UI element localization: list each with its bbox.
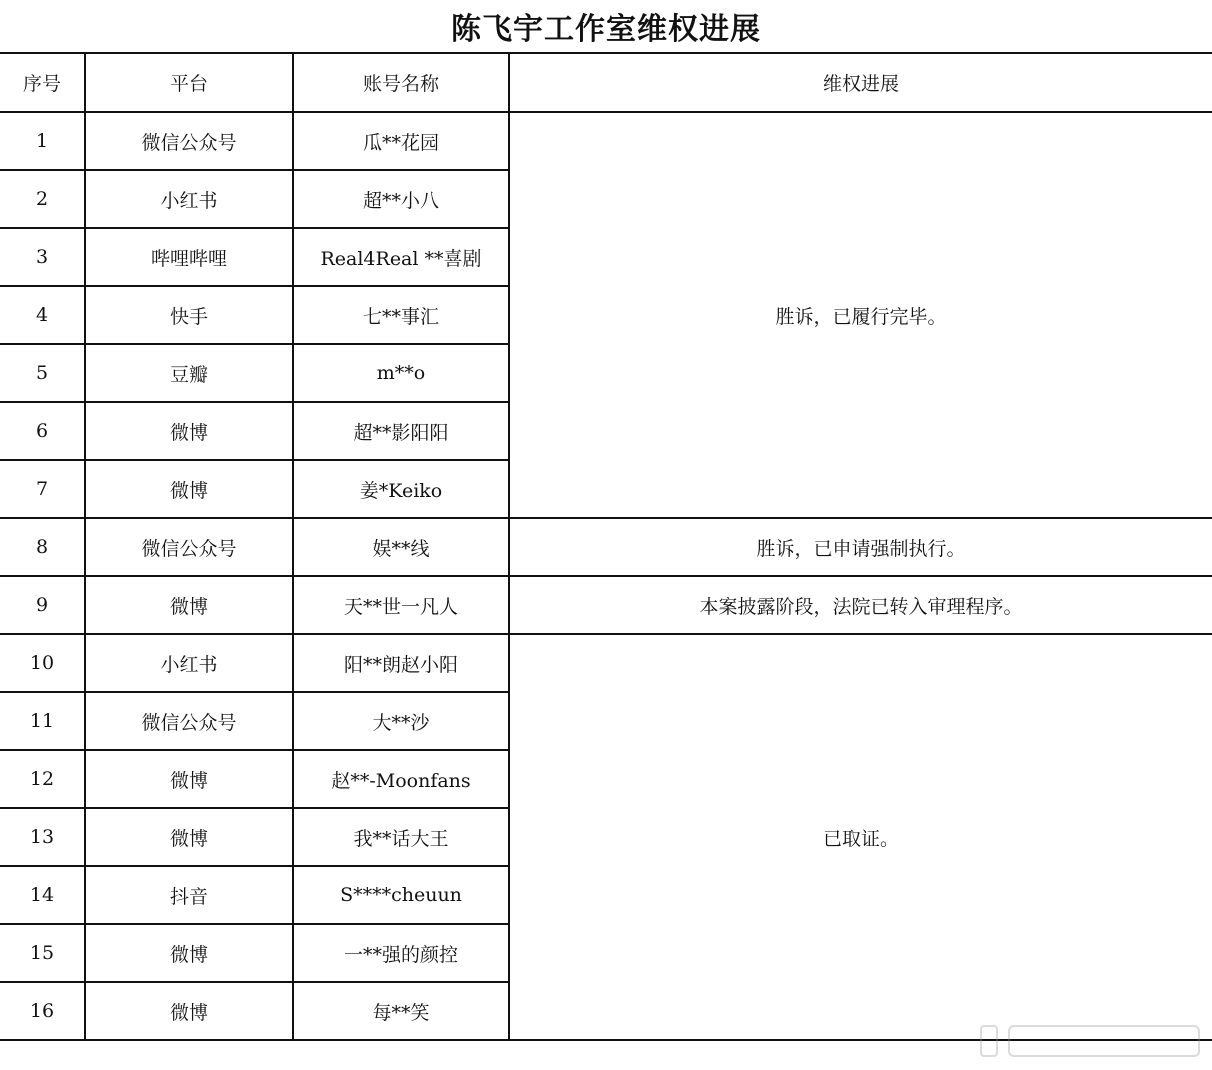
watermark-mark-icon	[980, 1025, 998, 1057]
cell-progress-group-2: 胜诉，已申请强制执行。	[509, 518, 1212, 576]
cell-index: 9	[0, 576, 85, 634]
cell-platform: 小红书	[85, 634, 293, 692]
header-account: 账号名称	[293, 53, 509, 112]
cell-index: 7	[0, 460, 85, 518]
cell-platform: 微博	[85, 924, 293, 982]
rights-progress-table	[0, 52, 1212, 1041]
header-row	[0, 53, 1212, 112]
cell-index: 13	[0, 808, 85, 866]
cell-platform: 微博	[85, 576, 293, 634]
cell-progress-group-4: 已取证。	[509, 634, 1212, 1040]
cell-platform: 豆瓣	[85, 344, 293, 402]
table-row	[0, 112, 1212, 170]
cell-account: 我**话大王	[293, 808, 509, 866]
cell-account: 大**沙	[293, 692, 509, 750]
cell-account: 一**强的颜控	[293, 924, 509, 982]
cell-platform: 快手	[85, 286, 293, 344]
cell-account: m**o	[293, 344, 509, 402]
cell-index: 14	[0, 866, 85, 924]
watermark-wordmark-icon	[1008, 1025, 1200, 1057]
cell-index: 2	[0, 170, 85, 228]
cell-index: 3	[0, 228, 85, 286]
header-progress: 维权进展	[509, 53, 1212, 112]
cell-account: 阳**朗赵小阳	[293, 634, 509, 692]
header-platform: 平台	[85, 53, 293, 112]
table-row	[0, 518, 1212, 576]
cell-platform: 微信公众号	[85, 692, 293, 750]
cell-index: 8	[0, 518, 85, 576]
cell-account: 七**事汇	[293, 286, 509, 344]
cell-account: 赵**-Moonfans	[293, 750, 509, 808]
cell-account: 天**世一凡人	[293, 576, 509, 634]
cell-account: 姜*Keiko	[293, 460, 509, 518]
cell-index: 16	[0, 982, 85, 1040]
cell-account: 每**笑	[293, 982, 509, 1040]
cell-account: 超**小八	[293, 170, 509, 228]
cell-index: 1	[0, 112, 85, 170]
cell-account: 娱**线	[293, 518, 509, 576]
cell-platform: 微博	[85, 460, 293, 518]
cell-account: 超**影阳阳	[293, 402, 509, 460]
cell-platform: 微信公众号	[85, 112, 293, 170]
cell-account: 瓜**花园	[293, 112, 509, 170]
cell-platform: 微博	[85, 402, 293, 460]
cell-index: 11	[0, 692, 85, 750]
cell-account: Real4Real **喜剧	[293, 228, 509, 286]
cell-index: 6	[0, 402, 85, 460]
cell-account: S****cheuun	[293, 866, 509, 924]
cell-platform: 微信公众号	[85, 518, 293, 576]
cell-progress-group-1: 胜诉，已履行完毕。	[509, 112, 1212, 518]
cell-index: 15	[0, 924, 85, 982]
cell-index: 10	[0, 634, 85, 692]
cell-progress-group-3: 本案披露阶段，法院已转入审理程序。	[509, 576, 1212, 634]
cell-index: 12	[0, 750, 85, 808]
cell-index: 5	[0, 344, 85, 402]
cell-platform: 微博	[85, 982, 293, 1040]
cell-platform: 微博	[85, 750, 293, 808]
document-title: 陈飞宇工作室维权进展	[451, 12, 761, 47]
watermark-logo	[980, 1024, 1200, 1058]
cell-platform: 小红书	[85, 170, 293, 228]
table-row	[0, 634, 1212, 692]
header-index: 序号	[0, 53, 85, 112]
cell-index: 4	[0, 286, 85, 344]
cell-platform: 哔哩哔哩	[85, 228, 293, 286]
cell-platform: 抖音	[85, 866, 293, 924]
cell-platform: 微博	[85, 808, 293, 866]
table-row	[0, 576, 1212, 634]
